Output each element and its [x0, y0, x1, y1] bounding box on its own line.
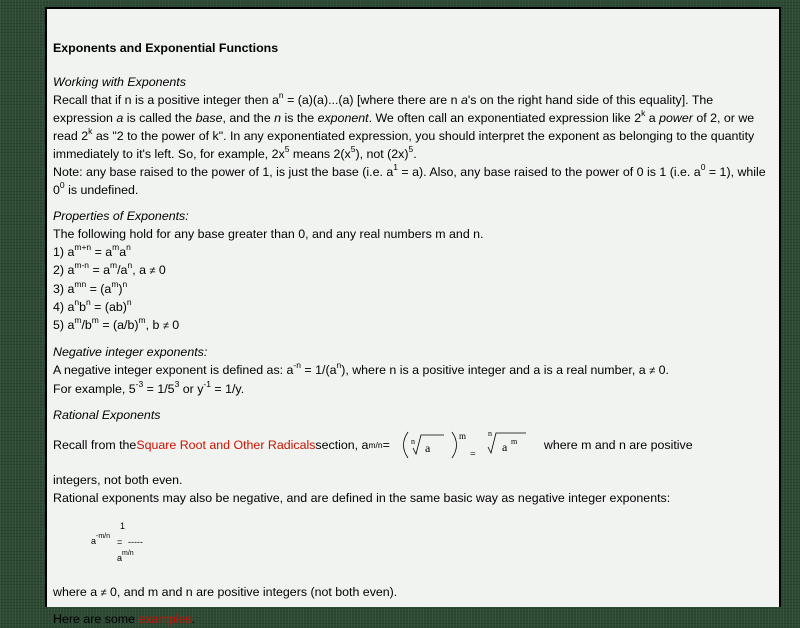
not-equal-symbol: ≠ [162, 320, 169, 332]
not-equal-symbol: ≠ [149, 265, 156, 277]
root-index-1: n [410, 437, 415, 446]
rational-recall-line: Recall from the Square Root and Other Radicals section, a m/n = n a m = n a m where m and n are positive [53, 425, 775, 465]
page-title: Exponents and Exponential Functions [53, 41, 279, 55]
radicand-1: a [424, 441, 431, 455]
section-heading-negative: Negative integer exponents: [53, 345, 208, 359]
radical-formula-image [398, 427, 530, 463]
section-heading-rational: Rational Exponents [53, 408, 161, 422]
not-equal-symbol: ≠ [649, 365, 656, 377]
close-paren-shape [452, 432, 457, 458]
rational-condition: where a ≠ 0, and m and n are positive integers (not both even). [53, 585, 398, 599]
property-3: 3) $a^{mn} = (a^m)^n$ [53, 279, 128, 296]
section-heading-properties: Properties of Exponents: [53, 209, 189, 223]
radicand-2: a [501, 440, 508, 454]
negative-example: For example, $5^{-3} = 1/5^3$ or $y^{-1} = 1/y$. [53, 379, 245, 396]
rational-continued: integers, not both even. [53, 473, 183, 487]
properties-intro: The following hold for any base greater than 0, and any real numbers m and n. [53, 227, 484, 241]
radicand-2-power: m [510, 437, 518, 446]
negative-definition: A negative integer exponent is defined as: $a^{-n} = 1/(a^n)$, where n is a positive integer and a is a real number, a ≠ 0. [53, 360, 669, 377]
root-index-2: n [487, 429, 492, 438]
note-paragraph: Note: any base raised to the power of 1, is just the base (i.e. $a^1 = a$). Also, any base raised to the power of 0 is 1 (i.e. $a^0 = 1$), while $0^0$ is undefined. [53, 162, 766, 197]
negative-rational-formula [53, 515, 775, 577]
working-paragraph: Recall that if n is a positive integer then $a^n = (a)(a)...(a)$ [where there are n a's on the right hand side of this equality]. The expression a is called the base, and the n is the exponent. We often call an exponentiated expression like 2$^k$ a power of 2, or we read 2$^k$ as "2 to the power of k". In any exponentiated expression, you should interpret the exponent as belonging to the quantity immediately to it's left. So, for example, $2x^5$ means $2(x^5)$, not $(2x)^5$. [53, 90, 755, 161]
formula-equals: = [469, 449, 476, 460]
property-5: 5) $a^m/b^m = (a/b)^m$, b ≠ 0 [53, 315, 180, 332]
fraction-bar: ----- [128, 537, 143, 547]
not-equal-symbol: ≠ [100, 587, 107, 599]
formula-power: m [458, 431, 466, 441]
examples-link[interactable]: examples [138, 612, 192, 626]
document-page [45, 7, 781, 626]
document-content [47, 9, 775, 628]
property-4: 4) $a^nb^n = (ab)^n$ [53, 297, 132, 314]
square-root-radicals-link[interactable]: Square Root and Other Radicals [136, 438, 316, 452]
fraction-denominator: $a^{m/n}$ [117, 550, 134, 563]
fraction-equals: = [117, 537, 123, 547]
fraction-numerator: 1 [120, 521, 126, 531]
examples-line: Here are some examples. [53, 612, 195, 626]
property-2: 2) $a^{m-n} = a^m/a^n$, a ≠ 0 [53, 260, 166, 277]
fraction-lhs: $a^{-m/n}$ [91, 533, 111, 546]
open-paren-shape [403, 432, 408, 458]
section-heading-working: Working with Exponents [53, 75, 186, 89]
property-1: 1) $a^{m+n} = a^ma^n$ [53, 242, 131, 259]
rational-negative-line: Rational exponents may also be negative, and are defined in the same basic way as negative integer exponents: [53, 491, 671, 505]
